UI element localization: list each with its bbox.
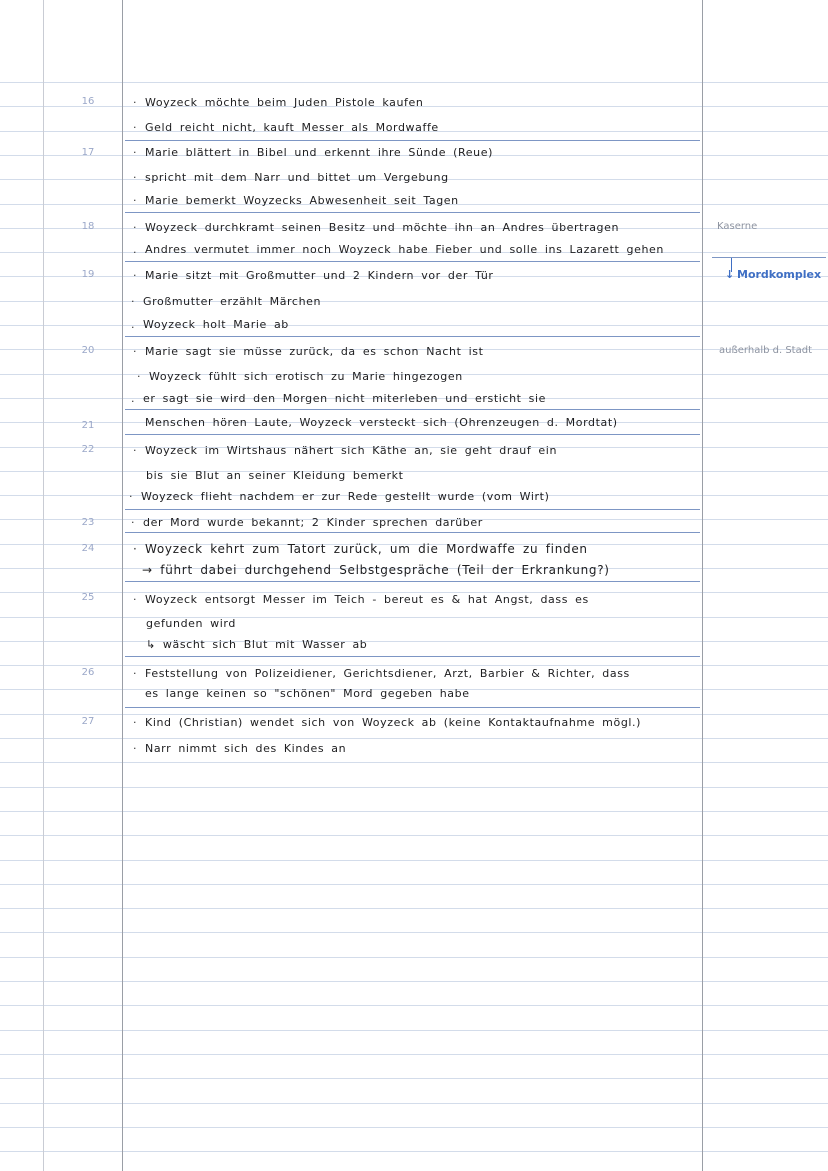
entry-separator <box>125 409 700 410</box>
bullet-dot: · <box>133 194 138 207</box>
bullet-dot: · <box>133 345 138 358</box>
ruled-line <box>0 1005 828 1006</box>
entry-number: 21 <box>81 420 95 431</box>
ruled-line <box>0 325 828 326</box>
ruled-line <box>0 641 828 642</box>
ruled-line <box>0 884 828 885</box>
ruled-line <box>0 82 828 83</box>
entry-separator <box>125 707 700 708</box>
note-line: · Woyzeck fühlt sich erotisch zu Marie hingezogen <box>137 370 463 383</box>
note-line: · Woyzeck flieht nachdem er zur Rede gestellt wurde (vom Wirt) <box>129 490 550 503</box>
margin-note-kaserne: Kaserne <box>717 221 758 232</box>
note-line: · Woyzeck möchte beim Juden Pistole kaufen <box>133 96 424 109</box>
arrow-down-icon: ↓ <box>725 268 735 281</box>
note-line: · Woyzeck im Wirtshaus nähert sich Käthe an, sie geht drauf ein <box>133 444 558 457</box>
ruled-line <box>0 957 828 958</box>
note-line: · spricht mit dem Narr und bittet um Vergebung <box>133 171 449 184</box>
ruled-line <box>0 787 828 788</box>
ruled-line <box>0 1054 828 1055</box>
bullet-dot: · <box>133 121 138 134</box>
bullet-dot: · <box>133 269 138 282</box>
note-line: . Woyzeck holt Marie ab <box>131 318 289 331</box>
entry-separator <box>125 140 700 141</box>
entry-number: 26 <box>81 667 95 678</box>
note-line: · Marie sitzt mit Großmutter und 2 Kindern vor der Tür <box>133 269 494 282</box>
entry-number: 23 <box>81 517 95 528</box>
inner-margin-line <box>122 0 123 1171</box>
bullet-dot: . <box>131 318 136 331</box>
bullet-dot: . <box>131 392 136 405</box>
note-line: ↳ wäscht sich Blut mit Wasser ab <box>146 638 368 651</box>
ruled-line <box>0 1103 828 1104</box>
note-line: . er sagt sie wird den Morgen nicht miterleben und ersticht sie <box>131 392 547 405</box>
ruled-line <box>0 908 828 909</box>
note-line: · Woyzeck entsorgt Messer im Teich - bereut es & hat Angst, dass es <box>133 593 589 606</box>
entry-separator <box>125 581 700 582</box>
bullet-dot: · <box>137 370 142 383</box>
note-line: bis sie Blut an seiner Kleidung bemerkt <box>146 469 404 482</box>
ruled-line <box>0 932 828 933</box>
entry-separator <box>125 434 700 435</box>
ruled-line <box>0 860 828 861</box>
entry-separator <box>125 212 700 213</box>
note-line: gefunden wird <box>146 617 236 630</box>
bullet-dot: · <box>129 490 134 503</box>
note-line: · Marie sagt sie müsse zurück, da es schon Nacht ist <box>133 345 484 358</box>
ruled-line <box>0 1151 828 1152</box>
outer-margin-line <box>43 0 44 1171</box>
ruled-line <box>0 762 828 763</box>
ruled-line <box>0 835 828 836</box>
ruled-line <box>0 301 828 302</box>
ruled-line <box>0 1030 828 1031</box>
ruled-line <box>0 714 828 715</box>
entry-number: 18 <box>81 221 95 232</box>
bullet-dot: · <box>133 716 138 729</box>
entry-separator <box>125 261 700 262</box>
note-line: · Geld reicht nicht, kauft Messer als Mordwaffe <box>133 121 439 134</box>
bullet-dot: · <box>133 221 138 234</box>
bullet-dot: · <box>133 593 138 606</box>
ruled-line <box>0 1078 828 1079</box>
margin-note-mordkomplex: Mordkomplex <box>737 268 822 281</box>
ruled-line <box>0 471 828 472</box>
margin-note-ausserhalb: außerhalb d. Stadt <box>719 345 812 356</box>
entry-number: 22 <box>81 444 95 455</box>
bullet-dot: · <box>133 742 138 755</box>
bullet-dot: · <box>133 542 138 556</box>
note-line: · Narr nimmt sich des Kindes an <box>133 742 347 755</box>
note-line: · Marie bemerkt Woyzecks Abwesenheit seit Tagen <box>133 194 459 207</box>
entry-separator <box>125 509 700 510</box>
note-line: · Kind (Christian) wendet sich von Woyzeck ab (keine Kontaktaufnahme mögl.) <box>133 716 642 729</box>
note-line: · Feststellung von Polizeidiener, Gerichtsdiener, Arzt, Barbier & Richter, dass <box>133 667 630 680</box>
ruled-line <box>0 1127 828 1128</box>
bullet-dot: · <box>133 667 138 680</box>
note-line: · Woyzeck kehrt zum Tatort zurück, um die Mordwaffe zu finden <box>133 542 588 556</box>
note-line: · der Mord wurde bekannt; 2 Kinder sprechen darüber <box>131 516 483 529</box>
note-line: · Großmutter erzählt Märchen <box>131 295 322 308</box>
entry-separator <box>125 336 700 337</box>
entry-separator <box>125 532 700 533</box>
ruled-line <box>0 811 828 812</box>
right-margin-line <box>702 0 703 1171</box>
bullet-dot: · <box>133 96 138 109</box>
note-line: Menschen hören Laute, Woyzeck versteckt sich (Ohrenzeugen d. Mordtat) <box>145 416 618 429</box>
note-line: . Andres vermutet immer noch Woyzeck habe Fieber und solle ins Lazarett gehen <box>133 243 664 256</box>
ruled-line <box>0 738 828 739</box>
bullet-dot: · <box>133 146 138 159</box>
bullet-dot: . <box>133 243 138 256</box>
note-line: · Woyzeck durchkramt seinen Besitz und möchte ihn an Andres übertragen <box>133 221 620 234</box>
entry-number: 24 <box>81 543 95 554</box>
bullet-dot: · <box>131 516 136 529</box>
bullet-dot: · <box>133 171 138 184</box>
ruled-line <box>0 617 828 618</box>
entry-number: 19 <box>81 269 95 280</box>
bullet-dot: · <box>133 444 138 457</box>
entry-number: 20 <box>81 345 95 356</box>
entry-separator <box>125 656 700 657</box>
bullet-dot: · <box>131 295 136 308</box>
ruled-line <box>0 981 828 982</box>
note-line: → führt dabei durchgehend Selbstgespräche (Teil der Erkrankung?) <box>142 563 610 577</box>
entry-number: 25 <box>81 592 95 603</box>
note-line: · Marie blättert in Bibel und erkennt ihre Sünde (Reue) <box>133 146 494 159</box>
entry-number: 16 <box>81 96 95 107</box>
entry-number: 17 <box>81 147 95 158</box>
ruled-line <box>0 665 828 666</box>
entry-number: 27 <box>81 716 95 727</box>
margin-separator <box>712 257 826 258</box>
note-line: es lange keinen so "schönen" Mord gegeben habe <box>145 687 470 700</box>
